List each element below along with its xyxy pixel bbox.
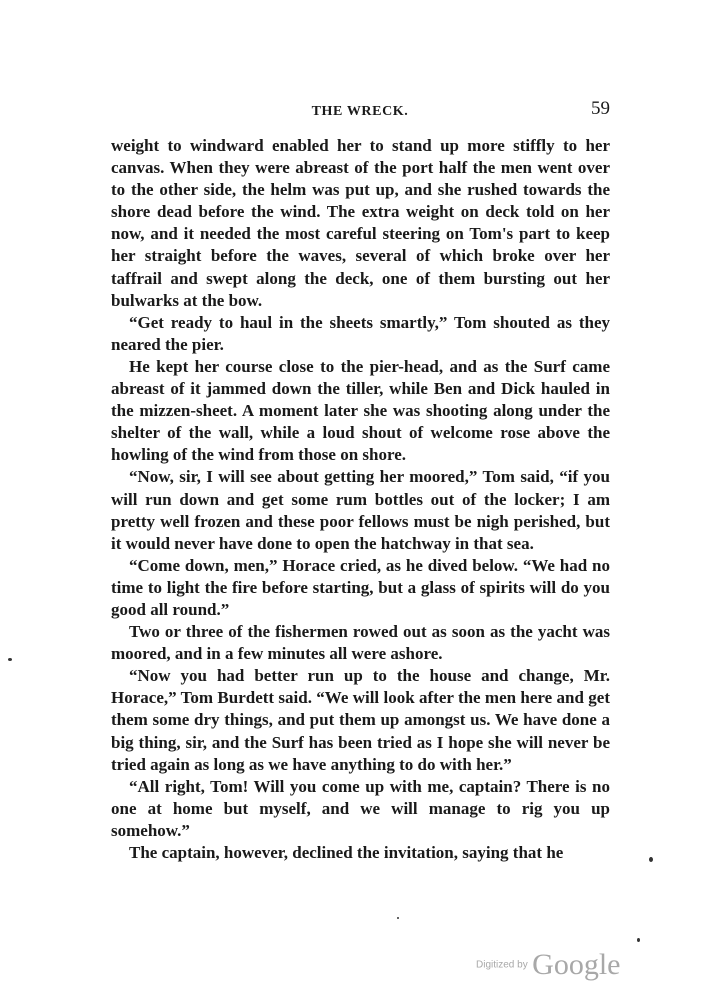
google-logo: Google <box>532 948 621 981</box>
paragraph: “Now you had better run up to the house and change, Mr. Horace,” Tom Burdett said. “We will look after the men here and get them some dry things, and put them up amongst us. We have done a big thing, sir, and the Surf has been tried as I hope she will never be tried again as long as we have anything to do with her.” <box>111 666 610 774</box>
paragraph: “Come down, men,” Horace cried, as he dived below. “We had no time to light the fire before starting, but a glass of spirits will do you good all round.” <box>111 555 610 619</box>
paragraph: The captain, however, declined the invitation, saying that he <box>129 843 564 862</box>
page-number: 59 <box>591 98 610 119</box>
paragraph: “Get ready to haul in the sheets smartly,” Tom shouted as they neared the pier. <box>111 312 610 354</box>
google-watermark <box>476 948 620 982</box>
scan-speck <box>649 857 653 862</box>
paragraph: weight to windward enabled her to stand up more stiffly to her canvas. When they were abreast of the port half the men went over to the other side, the helm was put up, and she rushed towards the shore dead before the wind. The extra weight on deck told on her now, and it needed the most careful steering on Tom's part to keep her straight before the waves, several of which broke over her taffrail and swept along the deck, one of them bursting out her bulwarks at the bow. <box>111 136 610 310</box>
watermark-prefix: Digitized by <box>476 959 528 971</box>
paragraph: “Now, sir, I will see about getting her moored,” Tom said, “if you will run down and get some rum bottles out of the locker; I am pretty well frozen and these poor fellows must be nigh perished, but it would never have done to open the hatchway in that sea. <box>111 467 610 553</box>
scan-speck <box>8 658 12 661</box>
running-head: THE WRECK. <box>311 104 409 119</box>
paragraph: “All right, Tom! Will you come up with me, captain? There is no one at home but myself, and we will manage to rig you up somehow.” <box>111 776 610 840</box>
paragraph: He kept her course close to the pier-head, and as the Surf came abreast of it jammed down the tiller, while Ben and Dick hauled in the mizzen-sheet. A moment later she was shooting along under the shelter of the wall, while a loud shout of welcome rose above the howling of the wind from those on shore. <box>111 356 610 465</box>
body-text <box>111 135 610 864</box>
scan-speck <box>397 917 399 919</box>
paragraph: Two or three of the fishermen rowed out as soon as the yacht was moored, and in a few minutes all were ashore. <box>111 622 610 664</box>
page-header <box>110 98 610 128</box>
scan-speck <box>637 938 640 942</box>
